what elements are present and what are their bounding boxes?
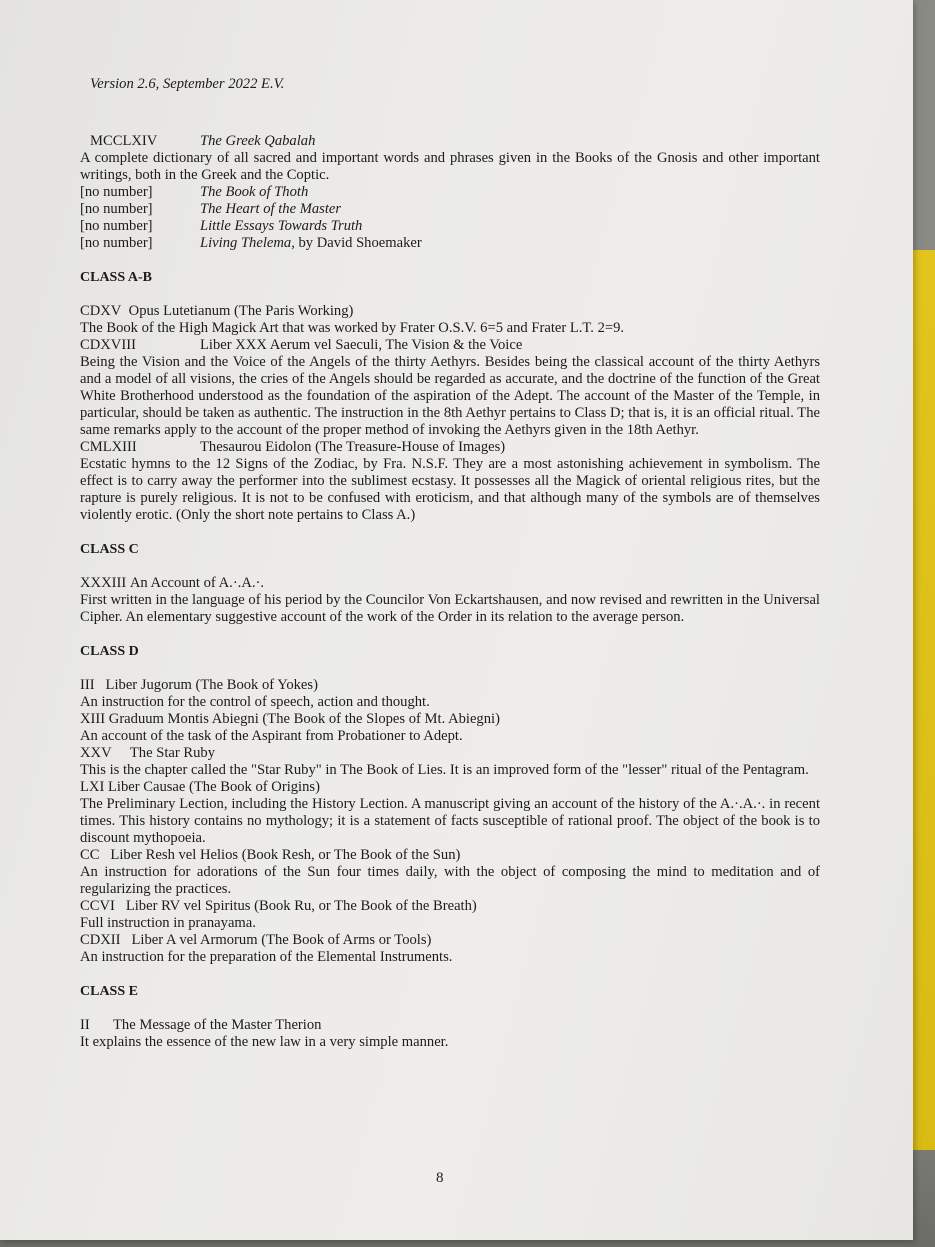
entry-number: [no number] [80,218,153,234]
entry-description: First written in the language of his period by the Councilor Von Eckartshausen, and now revised and rewritten in the Universal Cipher. An elementary suggestive account of the work of the Order in its relation to the average person. [80,592,820,625]
entry-description: Ecstatic hymns to the 12 Signs of the Zodiac, by Fra. N.S.F. They are a most astonishing achievement in symbolism. The effect is to carry away the performer into the sublimest ecstasy. It possesses all the Magick of oriental religious rites, but the rapture is purely religious. It is not to be confused with eroticism, and that although many of the symbols are of themselves violently erotic. (Only the short note pertains to Class A.) [80,456,820,523]
entry-description: An instruction for the control of speech, action and thought. [80,694,430,710]
entry [80,235,820,252]
entry-number: [no number] [80,201,153,217]
entry-title: The Message of the Master Therion [113,1017,322,1033]
entry [80,779,820,847]
entry-description: Being the Vision and the Voice of the Angels of the thirty Aethyrs. Besides being the classical account of the thirty Aethyrs and a model of all visions, the cries of the Angels should be regarded as accurate, and the doctrine of the function of the Great White Brotherhood understood as the foundation of the aspiration of the Adept. The account of the Master of the Temple, in particular, should be taken as authentic. The instruction in the 8th Aethyr pertains to Class D; that is, it is an official ritual. The same remarks apply to the account of the proper method of invoking the Aethyrs given in the 18th Aethyr. [80,354,820,438]
entry-title: Liber A vel Armorum (The Book of Arms or Tools) [131,932,432,948]
entry-number: XIII [80,711,106,727]
class-heading: CLASS A-B [80,270,152,285]
class-heading: CLASS D [80,644,139,659]
entry-description: A complete dictionary of all sacred and important words and phrases given in the Books of the Gnosis and other important writings, both in the Greek and the Coptic. [80,150,820,183]
entry-title: Little Essays Towards Truth [200,218,363,234]
entry [80,439,820,524]
entry-title: An Account of A.·.A.·. [129,575,265,591]
entry-title: Liber XXX Aerum vel Saeculi, The Vision & the Voice [200,337,523,353]
entry-number: III [80,677,95,693]
entry-number: CDXVIII [80,337,136,353]
entry-title-author: by David Shoemaker [294,235,422,251]
entry-title: The Book of Thoth [200,184,309,200]
entry-title: Opus Lutetianum (The Paris Working) [128,303,354,319]
entry-title: The Greek Qabalah [200,133,316,149]
entry [80,898,820,932]
entry-number: CDXII [80,932,121,948]
entry-description: This is the chapter called the "Star Ruby" in The Book of Lies. It is an improved form of the "lesser" ritual of the Pentagram. [80,762,809,778]
entry-number: CCVI [80,898,115,914]
entry-title: The Heart of the Master [200,201,342,217]
entry-description: An instruction for adorations of the Sun four times daily, with the object of composing the mind to meditation and of regularizing the practices. [80,864,820,897]
version-line: Version 2.6, September 2022 E.V. [90,76,285,92]
entry-description: The Book of the High Magick Art that was worked by Frater O.S.V. 6=5 and Frater L.T. 2=9. [80,320,625,336]
entry-description: An instruction for the preparation of the Elemental Instruments. [80,949,453,965]
entry-description: The Preliminary Lection, including the History Lection. A manuscript giving an account of the history of the A.·.A.·. in recent times. This history contains no mythology; it is a statement of facts susceptible of rational proof. The object of the book is to discount mythopoeia. [80,796,820,846]
entry [80,218,820,235]
entry-title: Liber Causae (The Book of Origins) [107,779,320,795]
entry [80,932,820,966]
entry-description: It explains the essence of the new law in a very simple manner. [80,1034,449,1050]
entry-title: Liber Jugorum (The Book of Yokes) [105,677,318,693]
entry [80,133,820,184]
entry-title: Liber Resh vel Helios (Book Resh, or The Book of the Sun) [110,847,461,863]
entry [80,677,820,711]
entry [80,303,820,337]
entry-description: An account of the task of the Aspirant from Probationer to Adept. [80,728,463,744]
entry-number: CC [80,847,100,863]
entry [80,575,820,626]
entry [80,337,820,439]
entry [80,201,820,218]
entry-number: XXV [80,745,112,761]
class-heading: CLASS E [80,984,138,999]
entry-number: XXXIII [80,575,127,591]
entry-number: LXI [80,779,105,795]
entry-number: CMLXIII [80,439,137,455]
entry-description: Full instruction in pranayama. [80,915,256,931]
entry [80,1017,820,1051]
entry-number: [no number] [80,235,153,251]
entry-number: MCCLXIV [90,133,158,149]
entry [80,184,820,201]
page-number: 8 [436,1170,444,1186]
page-content [80,76,820,1051]
entry-number: II [80,1017,90,1033]
entry [80,847,820,898]
entry-title: Thesaurou Eidolon (The Treasure-House of Images) [200,439,506,455]
class-heading: CLASS C [80,542,139,557]
entry-title: Liber RV vel Spiritus (Book Ru, or The Book of the Breath) [125,898,477,914]
entry-title: Graduum Montis Abiegni (The Book of the Slopes of Mt. Abiegni) [108,711,500,727]
entry [80,745,820,779]
entry-title: The Star Ruby [129,745,215,761]
entry-number: [no number] [80,184,153,200]
entry-title: Living Thelema, [200,235,295,251]
entry [80,711,820,745]
entry-number: CDXV [80,303,122,319]
